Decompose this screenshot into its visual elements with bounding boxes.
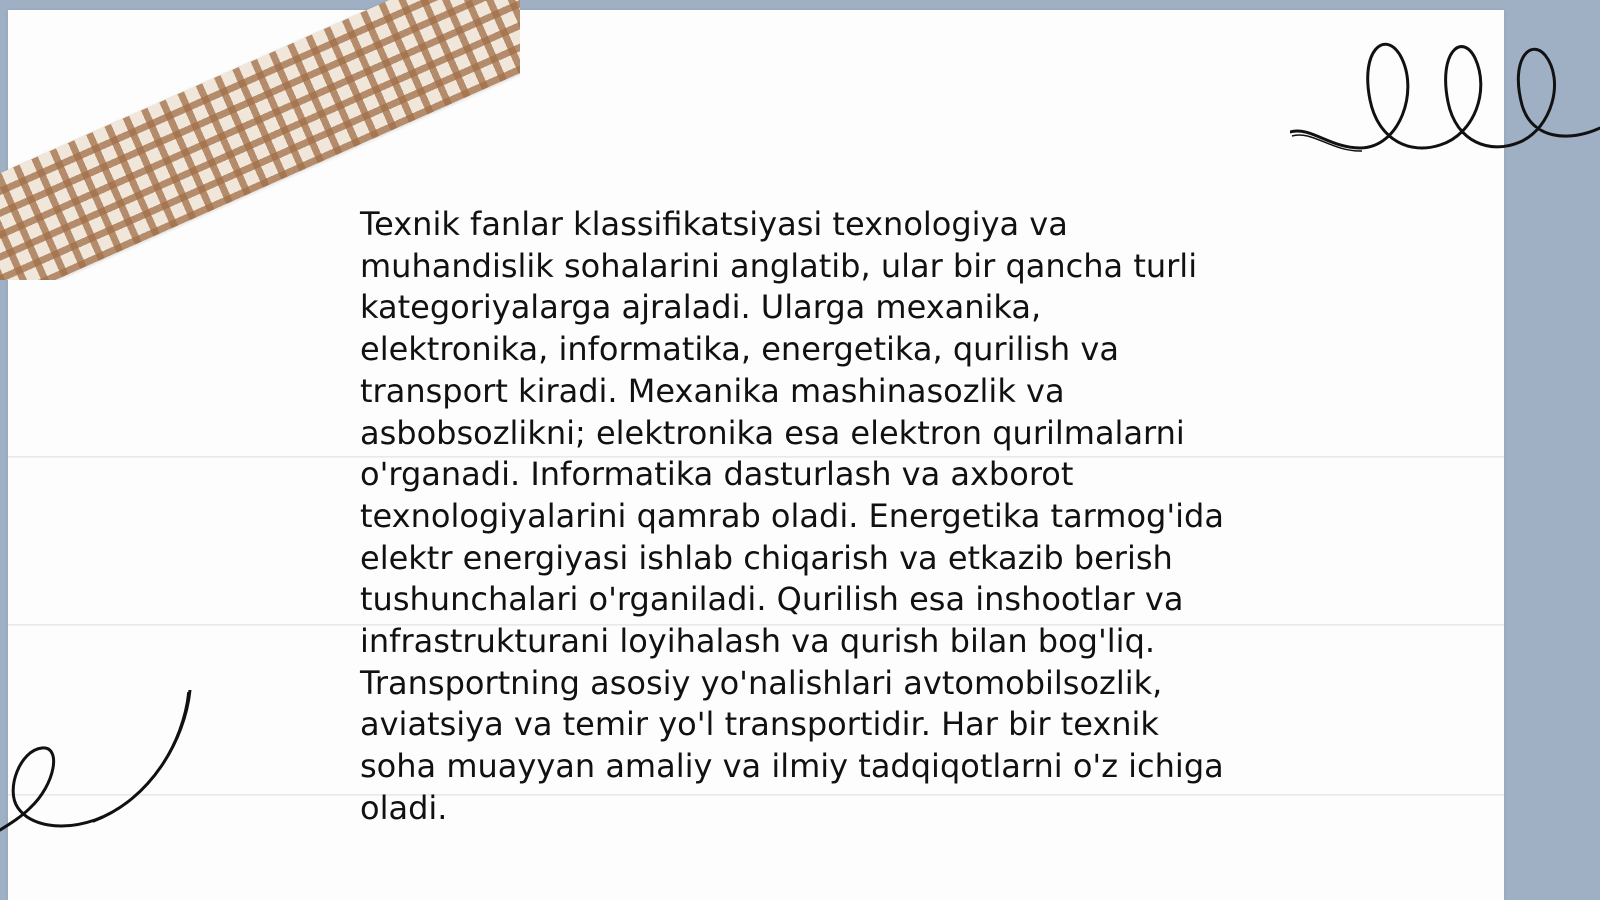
paragraph-line: tushunchalari o'rganiladi. Qurilish esa inshootlar va	[360, 580, 1184, 619]
paragraph-line: Transportning asosiy yo'nalishlari avtomobilsozlik,	[360, 663, 1163, 702]
paragraph-line: oladi.	[360, 788, 448, 827]
paragraph-line: aviatsiya va temir yo'l transportidir. Har bir texnik	[360, 705, 1159, 744]
paragraph-line: kategoriyalarga ajraladi. Ularga mexanika,	[360, 288, 1042, 327]
curl-squiggle-icon	[0, 690, 200, 850]
paragraph-line: infrastrukturani loyihalash va qurish bilan bog'liq.	[360, 622, 1156, 661]
paragraph-line: Texnik fanlar klassifikatsiyasi texnologiya va	[360, 205, 1068, 243]
paragraph-line: soha muayyan amaliy va ilmiy tadqiqotlarni o'z ichiga	[360, 747, 1224, 786]
loop-squiggle-icon	[1290, 30, 1600, 170]
paragraph-line: o'rganadi. Informatika dasturlash va axborot	[360, 455, 1074, 494]
body-paragraph	[360, 204, 1260, 830]
paragraph-line: asbobsozlikni; elektronika esa elektron qurilmalarni	[360, 413, 1185, 452]
paragraph-line: transport kiradi. Mexanika mashinasozlik va	[360, 371, 1065, 410]
paragraph-line: muhandislik sohalarini anglatib, ular bir qancha turli	[360, 246, 1198, 285]
paragraph-line: elektronika, informatika, energetika, qurilish va	[360, 330, 1119, 369]
paragraph-line: elektr energiyasi ishlab chiqarish va etkazib berish	[360, 538, 1173, 577]
paragraph-line: texnologiyalarini qamrab oladi. Energetika tarmog'ida	[360, 496, 1224, 535]
